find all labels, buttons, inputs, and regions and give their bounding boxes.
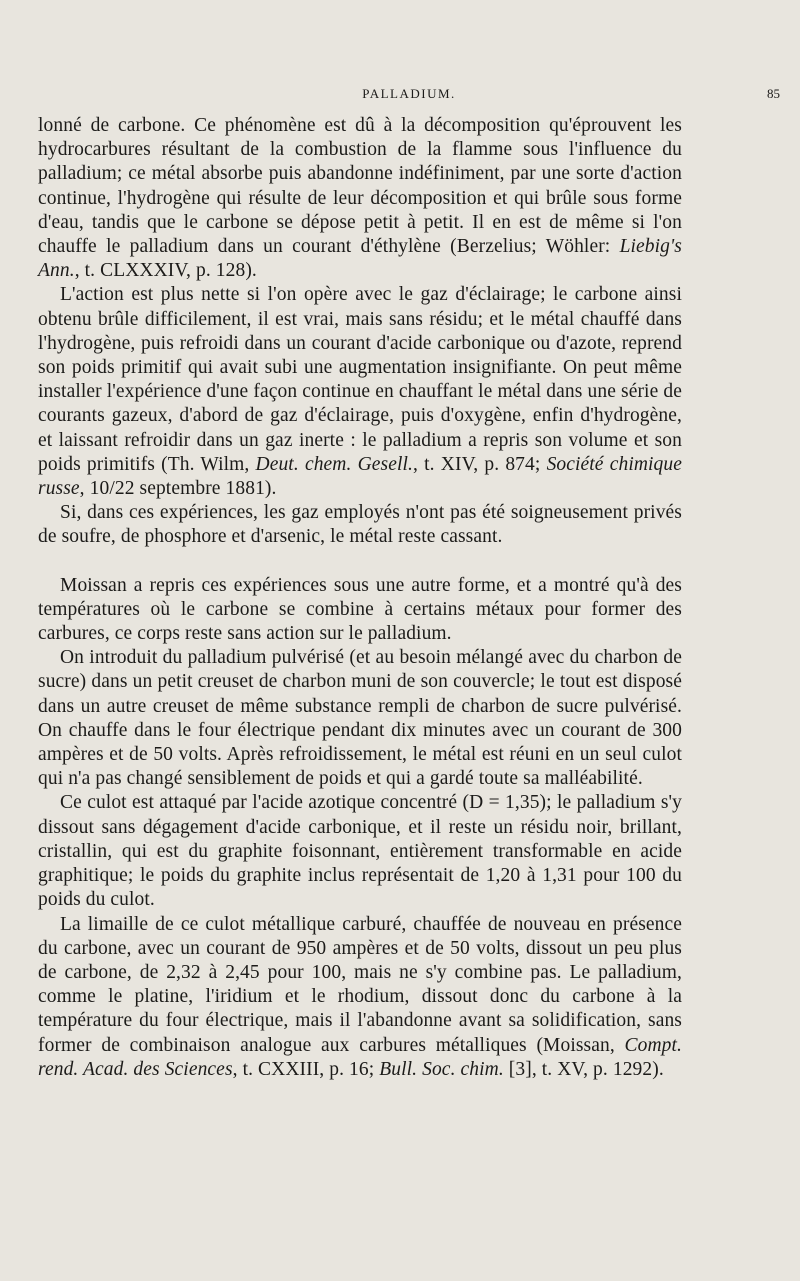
citation-title: Compt. rend. Acad. des Sciences xyxy=(38,1034,682,1080)
running-title: PALLADIUM. xyxy=(362,86,456,101)
text-run: , 10/22 septembre 1881). xyxy=(79,478,277,500)
citation-title: Deut. chem. Gesell. xyxy=(255,453,414,475)
body-text xyxy=(38,114,682,1082)
citation-title: Liebig's Ann. xyxy=(38,236,682,282)
text-run: , t. CLXXXIV, p. 128). xyxy=(74,260,257,282)
text-run: [3], t. XV, p. 1292). xyxy=(503,1058,664,1080)
paragraph xyxy=(38,791,682,912)
page-number: 85 xyxy=(767,86,780,101)
citation-title: Bull. Soc. chim. xyxy=(379,1058,504,1080)
citation-title: Société chimique russe xyxy=(38,453,682,500)
paragraph xyxy=(38,913,682,1082)
paragraph xyxy=(38,501,682,549)
text-run: , t. CXXIII, p. 16; xyxy=(232,1058,380,1080)
paragraph xyxy=(38,283,682,501)
paragraph xyxy=(38,574,682,647)
text-run: On introduit du palladium pulvérisé (et au besoin mélangé avec du charbon de sucre) dans un petit creuset de charbon muni de son couvercle; le tout est disposé dans un autre creuset de même substance rempli de charbon de sucre pulvérisé. On chauffe dans le four électrique pendant dix minutes avec un courant de 300 ampères et de 50 volts. Après refroidissement, le métal est réuni en un seul culot qui n'a pas changé sensiblement de poids et qui a gardé toute sa malléabilité. xyxy=(38,647,682,790)
page-header xyxy=(38,86,780,106)
text-run: Si, dans ces expériences, les gaz employés n'ont pas été soigneusement privés de soufre, de phosphore et d'arsenic, le métal reste cassant. xyxy=(38,502,682,548)
text-run: lonné de carbone. Ce phénomène est dû à la décomposition qu'éprouvent les hydrocarbures résultant de la combustion de la flamme sous l'influence du palladium; ce métal absorbe puis abandonne indéfiniment, par une sorte d'action continue, l'hydrogène qui résulte de leur décomposition et qui brûle sous forme d'eau, tandis que le carbone se dépose petit à petit. Il en est de même si l'on chauffe le palladium dans un courant d'éthylène (Berzelius; Wöhler: xyxy=(38,115,682,258)
text-run: La limaille de ce culot métallique carburé, chauffée de nouveau en présence du carbone, avec un courant de 950 ampères et de 50 volts, dissout un peu plus de carbone, de 2,32 à 2,45 pour 100, mais ne s'y combine pas. Le palladium, comme le platine, l'iridium et le rhodium, dissout donc du carbone à la température du four électrique, mais il l'abandonne avant sa solidification, sans former de combinaison analogue aux carbures métalliques (Moissan, xyxy=(38,913,682,1056)
text-run: Ce culot est attaqué par l'acide azotique concentré (D = 1,35); le palladium s'y dissout sans dégagement d'acide carbonique, et il reste un résidu noir, brillant, cristallin, qui est du graphite foisonnant, entièrement transformable en acide graphitique; le poids du graphite inclus représentait de 1,20 à 1,31 pour 100 du poids du culot. xyxy=(38,792,682,911)
text-run: , t. XIV, p. 874; xyxy=(413,453,547,475)
paragraph xyxy=(38,646,682,791)
text-run: L'action est plus nette si l'on opère avec le gaz d'éclairage; le carbone ainsi obtenu brûle difficilement, il est vrai, mais sans résidu; et le métal chauffé dans l'hydrogène, puis refroidi dans un courant d'acide carbonique ou d'azote, reprend son poids primitif qui avait subi une augmentation insignifiante. On peut même installer l'expérience d'une façon continue en chauffant le métal dans une série de courants gazeux, d'abord de gaz d'éclairage, puis d'oxygène, enfin d'hydrogène, et laissant refroidir dans un gaz inerte : le palladium a repris son volume et son poids primitifs (Th. Wilm, xyxy=(38,284,682,475)
text-run: Moissan a repris ces expériences sous une autre forme, et a montré qu'à des températures où le carbone se combine à certains métaux pour former des carbures, ce corps reste sans action sur le palladium. xyxy=(38,574,682,645)
paragraph xyxy=(38,114,682,283)
